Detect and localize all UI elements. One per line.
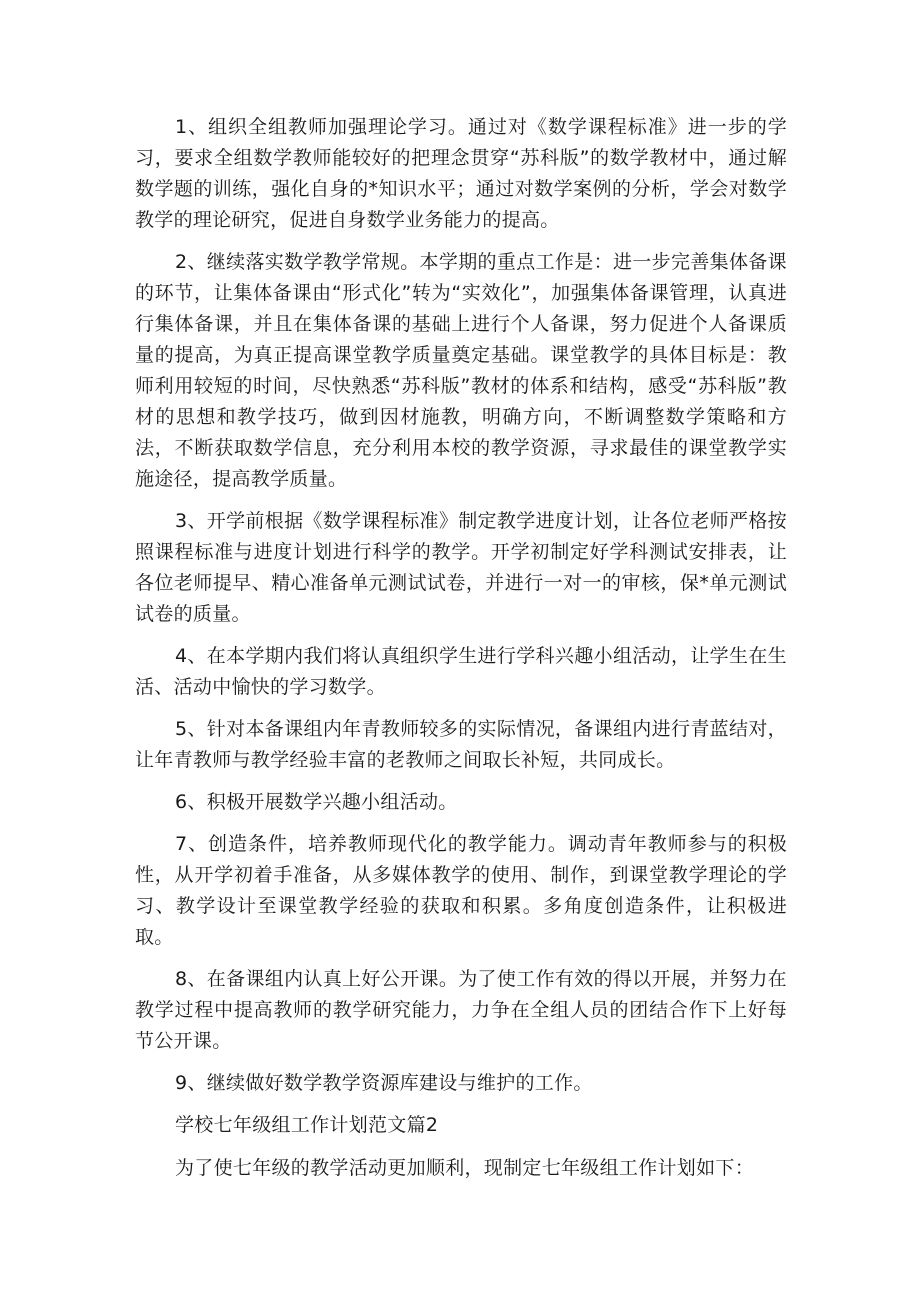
paragraph-item-9: 9、继续做好数学教学资源库建设与维护的工作。 xyxy=(175,1072,593,1094)
paragraph-item-2: 2、继续落实数学教学常规。本学期的重点工作是：进一步完善集体备课的环节，让集体备课由“形式化”转为“实效化”，加强集体备课管理，认真进行集体备课，并且在集体备课的基础上进行个人备课，努力促进个人备课质量的提高，为真正提高课堂教学质量奠定基础。课堂教学的具体目标是：教师利用较短的时间，尽快熟悉“苏科版”教材的体系和结构，感受“苏科版”教材的思想和教学技巧，做到因材施教，明确方向，不断调整数学策略和方法，不断获取数学信息，充分利用本校的教学资源，寻求最佳的课堂教学实施途径，提高教学质量。 xyxy=(135,251,787,490)
document-body xyxy=(135,112,787,1195)
paragraph-item-6: 6、积极开展数学兴趣小组活动。 xyxy=(175,791,458,813)
paragraph-item-3: 3、开学前根据《数学课程标准》制定教学进度计划，让各位老师严格按照课程标准与进度计划进行科学的教学。开学初制定好学科测试安排表，让各位老师提早、精心准备单元测试试卷，并进行一对一的审核，保*单元测试试卷的质量。 xyxy=(135,510,787,625)
paragraph-item-7: 7、创造条件，培养教师现代化的教学能力。调动青年教师参与的积极性，从开学初着手准备，从多媒体教学的使用、制作，到课堂教学理论的学习、教学设计至课堂教学经验的获取和积累。多角度创造条件，让积极进取。 xyxy=(135,833,787,948)
paragraph-item-1: 1、组织全组教师加强理论学习。通过对《数学课程标准》进一步的学习，要求全组数学教师能较好的把理念贯穿“苏科版”的数学教材中，通过解数学题的训练，强化自身的*知识水平；通过对数学案例的分析，学会对数学教学的理论研究，促进自身数学业务能力的提高。 xyxy=(135,116,787,231)
paragraph-item-4: 4、在本学期内我们将认真组织学生进行学科兴趣小组活动，让学生在生活、活动中愉快的学习数学。 xyxy=(135,645,787,698)
paragraph-item-5: 5、针对本备课组内年青教师较多的实际情况，备课组内进行青蓝结对，让年青教师与教学经验丰富的老教师之间取长补短，共同成长。 xyxy=(135,718,787,771)
section-heading: 学校七年级组工作计划范文篇2 xyxy=(175,1114,439,1136)
intro-paragraph: 为了使七年级的教学活动更加顺利，现制定七年级组工作计划如下： xyxy=(175,1157,755,1179)
paragraph-item-8: 8、在备课组内认真上好公开课。为了使工作有效的得以开展，并努力在教学过程中提高教师的教学研究能力，力争在全组人员的团结合作下上好每节公开课。 xyxy=(135,968,787,1052)
